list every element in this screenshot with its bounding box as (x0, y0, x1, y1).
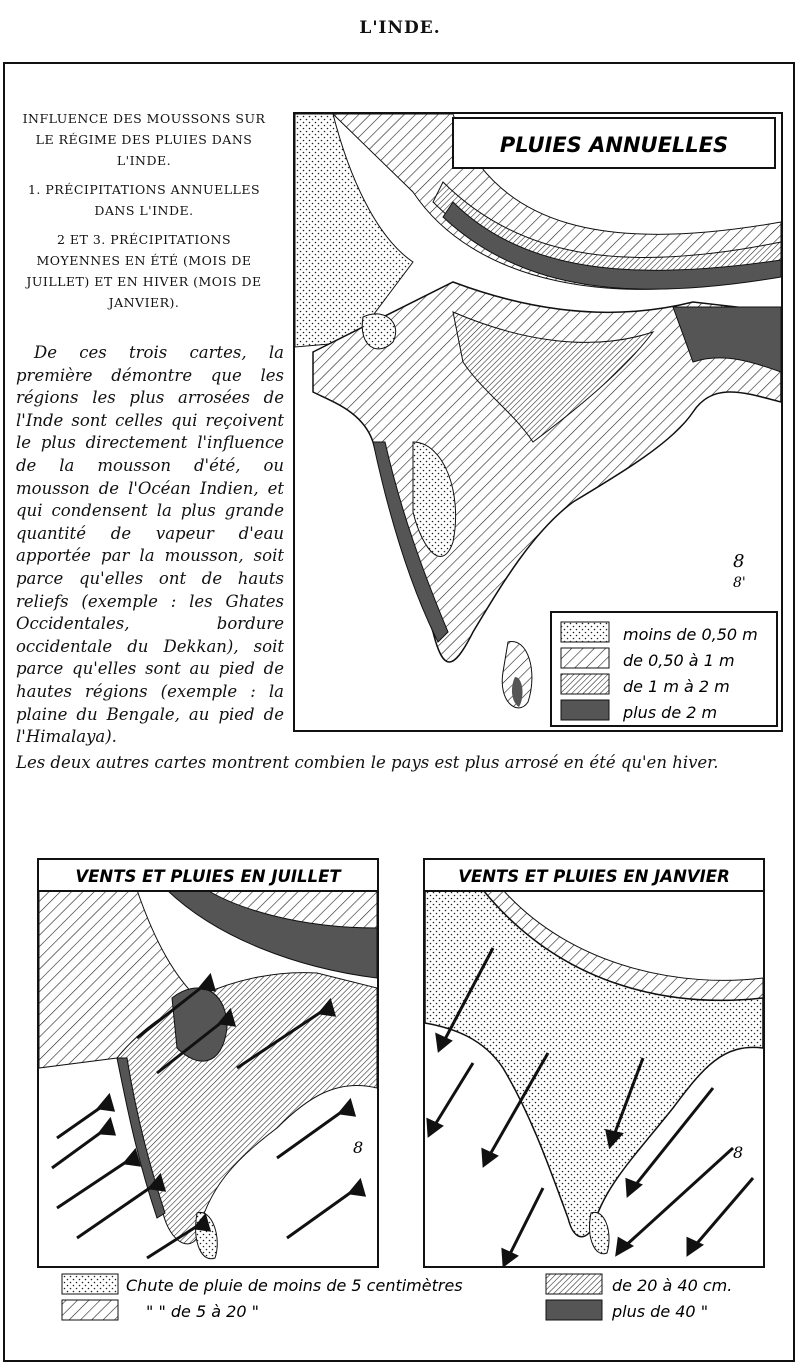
bottom-legend (60, 1272, 780, 1324)
andaman-islands-icon: 8 (733, 551, 745, 572)
bottom-legend-4: plus de 40 " (612, 1302, 709, 1321)
july-islands-icon: 8 (353, 1138, 364, 1157)
figure-caption (16, 108, 272, 321)
map-annual-rainfall (293, 112, 783, 732)
legend-label-3: de 1 m à 2 m (623, 677, 730, 696)
legend-swatch-solid (561, 700, 609, 720)
gujarat-dry-zone (362, 314, 395, 349)
map-january (423, 858, 765, 1268)
body-text: De ces trois cartes, la première démontre que les régions les plus arrosées de l'Inde sont celles qui reçoivent le plus directement l'influence de la mousson d'été, ou mousson de l'Océan Indien, et qui condensent la plus grande quantité de vapeur d'eau apportée par la mousson, soit parce qu'elles ont de hauts reliefs (exemple : les Ghates Occidentales, bordure occidentale du Dekkan), soit parce qu'elles sont au pied de hautes régions (exemple : la plaine du Bengale, au pied de l'Himalaya). (16, 343, 284, 747)
bottom-swatch-solid (546, 1300, 602, 1320)
bottom-swatch-hatch-wide (62, 1300, 118, 1320)
bottom-legend-2: " " de 5 à 20 " (146, 1302, 259, 1321)
nicobar-islands-icon: 8' (733, 575, 746, 591)
bottom-swatch-hatch-dense (546, 1274, 602, 1294)
bottom-legend-3: de 20 à 40 cm. (612, 1276, 733, 1295)
bottom-swatch-dots (62, 1274, 118, 1294)
legend-label-1: moins de 0,50 m (623, 625, 758, 644)
january-islands-icon: 8 (733, 1143, 744, 1162)
legend-swatch-hatch-dense (561, 674, 609, 694)
map-january-title: VENTS ET PLUIES EN JANVIER (458, 867, 730, 886)
map-july-title: VENTS ET PLUIES EN JUILLET (75, 867, 341, 886)
body-text-tail: Les deux autres cartes montrent combien le pays est plus arrosé en été qu'en hiver. (16, 753, 719, 772)
caption-heading: INFLUENCE DES MOUSSONS SUR LE RÉGIME DES PLUIES DANS L'INDE. (22, 111, 266, 168)
legend-swatch-dots (561, 622, 609, 642)
legend-label-2: de 0,50 à 1 m (623, 651, 735, 670)
map-july (37, 858, 379, 1268)
bottom-legend-1: Chute de pluie de moins de 5 centimètres (126, 1276, 463, 1295)
caption-item-1: 1. PRÉCIPITATIONS ANNUELLES DANS L'INDE. (27, 182, 261, 218)
map-annual-title: PLUIES ANNUELLES (499, 133, 729, 157)
legend-swatch-hatch-wide (561, 648, 609, 668)
page-title: L'INDE. (359, 18, 441, 38)
legend-label-4: plus de 2 m (623, 703, 718, 722)
map-annual-legend (551, 612, 777, 726)
caption-item-2: 2 ET 3. PRÉCIPITATIONS MOYENNES EN ÉTÉ (MOIS DE JUILLET) ET EN HIVER (MOIS DE JANVIER). (26, 232, 262, 310)
